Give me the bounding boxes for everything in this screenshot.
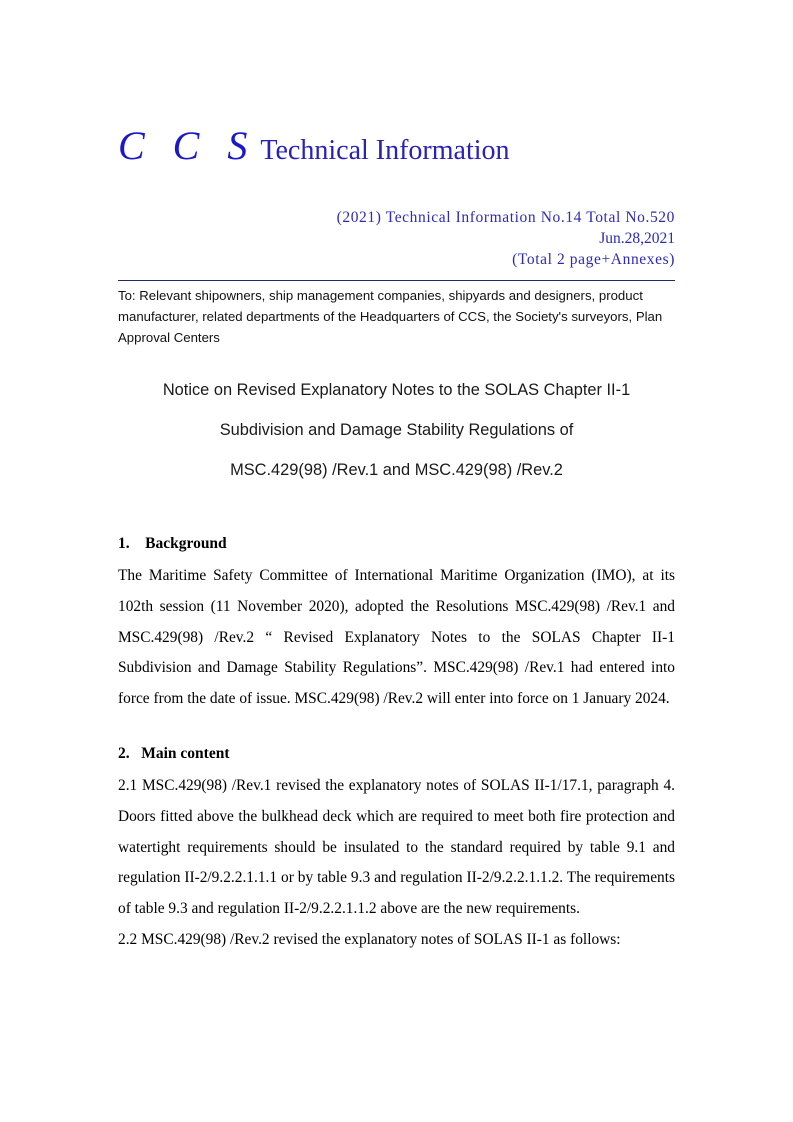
issue-date-line: Jun.28,2021 — [599, 230, 675, 247]
page-title-line-2: Subdivision and Damage Stability Regulations of — [219, 421, 574, 439]
document-body — [118, 533, 675, 956]
section-paragraph-background: The Maritime Safety Committee of International Maritime Organization (IMO), at its 102th session (11 November 2020), adopted the Resolutions MSC.429(98) /Rev.1 and MSC.429(98) /Rev.2 “ Revised Explanatory Notes to the SOLAS Chapter II-1 Subdivision and Damage Stability Regulations”. MSC.429(98) /Rev.1 had entered into force from the date of issue. MSC.429(98) /Rev.2 will enter into force on 1 January 2024. — [118, 567, 675, 708]
issue-number-line: (2021) Technical Information No.14 Total No.520 — [336, 209, 675, 226]
issue-info-block — [118, 207, 675, 270]
section-paragraph-2-1: 2.1 MSC.429(98) /Rev.1 revised the explanatory notes of SOLAS II-1/17.1, paragraph 4. Doors fitted above the bulkhead deck which are required to meet both fire protection and watertight requirements should be insulated to the standard required by table 9.1 and regulation II-2/9.2.2.1.1.1 or by table 9.3 and regulation II-2/9.2.2.1.1.2. The requirements of table 9.3 and regulation II-2/9.2.2.1.1.2 above are the new requirements. — [118, 776, 675, 918]
section-heading-background: 1. Background — [118, 535, 227, 552]
ccs-logo-text: C C S — [118, 123, 257, 168]
section-heading-main-content: 2. Main content — [118, 744, 230, 762]
section-paragraph-2-2: 2.2 MSC.429(98) /Rev.2 revised the explanatory notes of SOLAS II-1 as follows: — [118, 930, 621, 948]
page-title-line-1: Notice on Revised Explanatory Notes to the SOLAS Chapter II-1 — [162, 381, 631, 399]
page-title — [118, 370, 675, 490]
issue-pagecount-line: (Total 2 page+Annexes) — [512, 251, 675, 268]
page-title-line-3: MSC.429(98) /Rev.1 and MSC.429(98) /Rev.2 — [230, 461, 563, 479]
masthead — [118, 122, 510, 169]
section-spacer — [118, 715, 675, 743]
masthead-subtitle: Technical Information — [260, 135, 510, 166]
recipients-block: To: Relevant shipowners, ship management companies, shipyards and designers, product manufacturer, related departments of the Headquarters of CCS, the Society's surveyors, Plan Approval Centers — [118, 288, 663, 345]
header-divider-rule — [118, 280, 675, 281]
